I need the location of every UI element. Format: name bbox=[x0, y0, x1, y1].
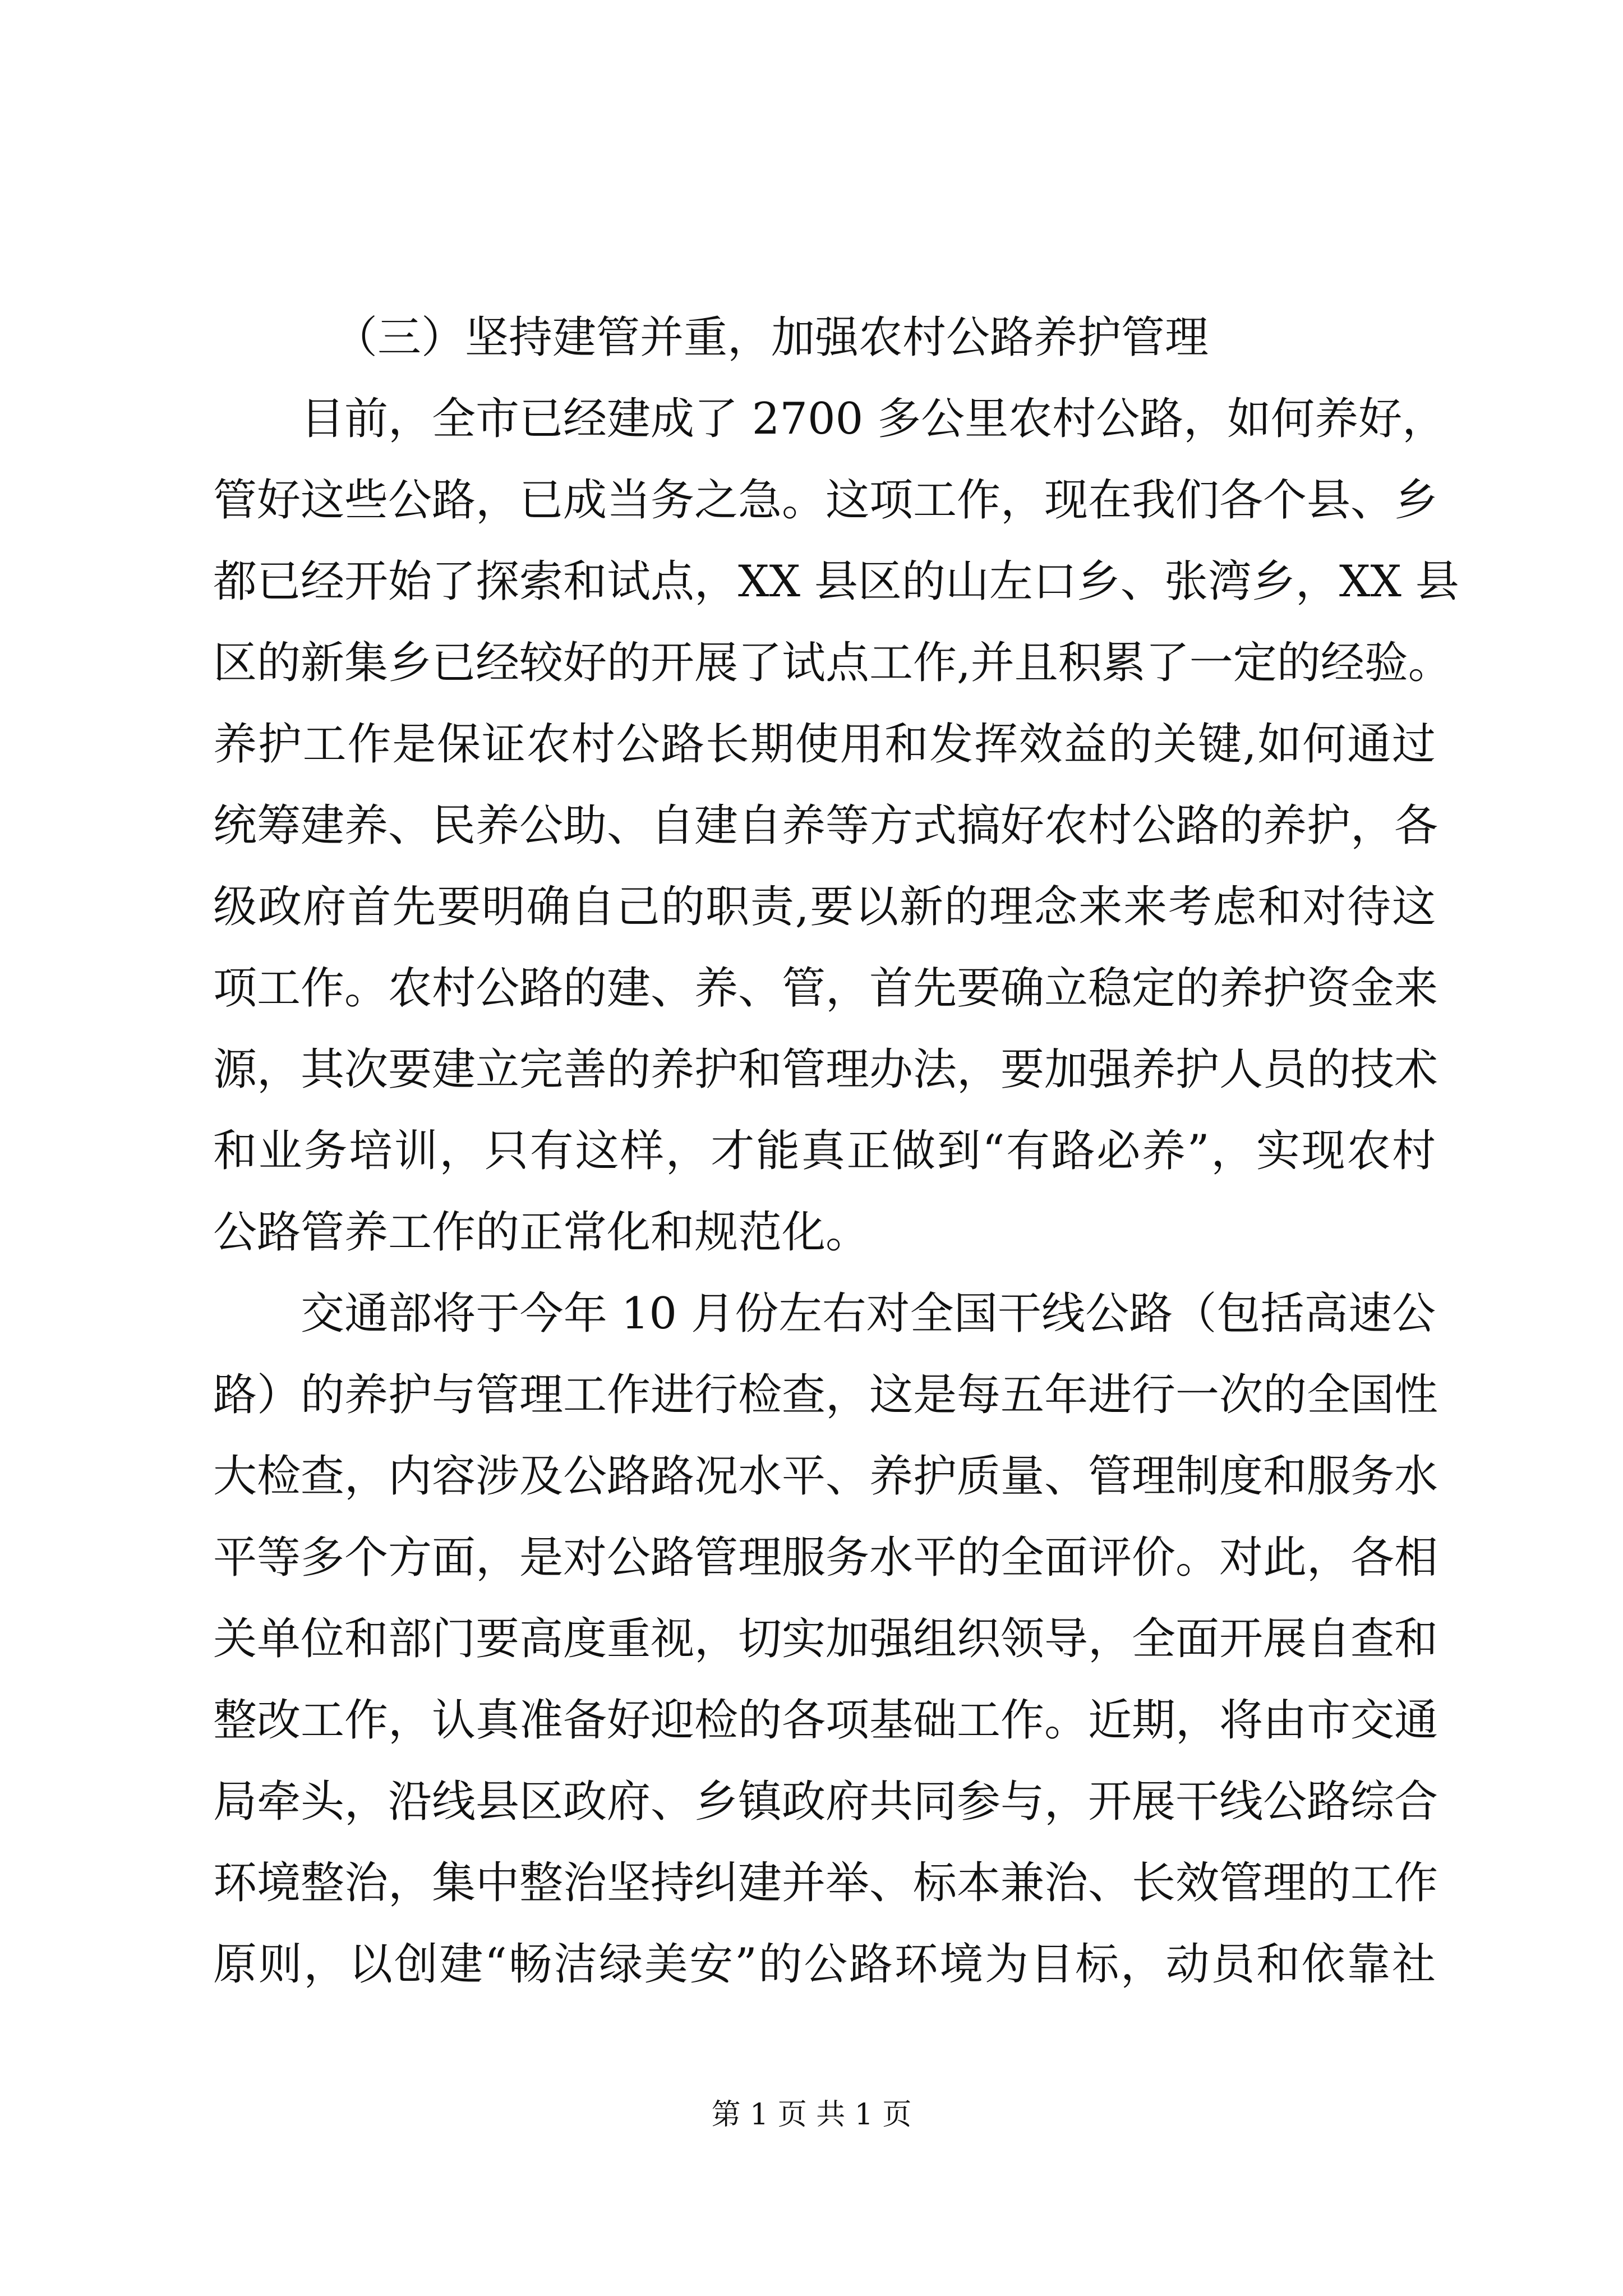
paragraph-line: 级政府首先要明确自己的职责,要以新的理念来来考虑和对待这 bbox=[213, 882, 1436, 932]
paragraph-line: 目前，全市已经建成了 2700 多公里农村公路，如何养好， bbox=[301, 394, 1446, 444]
paragraph-line: 养护工作是保证农村公路长期使用和发挥效益的关键,如何通过 bbox=[213, 719, 1436, 770]
page-number-label: 第 1 页 共 1 页 bbox=[711, 2098, 912, 2132]
paragraph-line: 大检查，内容涉及公路路况水平、养护质量、管理制度和服务水 bbox=[213, 1451, 1438, 1502]
paragraph-line: 交通部将于今年 10 月份左右对全国干线公路（包括高速公 bbox=[301, 1289, 1436, 1339]
paragraph-line: 局牵头，沿线县区政府、乡镇政府共同参与，开展干线公路综合 bbox=[213, 1777, 1438, 1827]
page-footer bbox=[0, 2095, 1623, 2134]
paragraph-line: 整改工作，认真准备好迎检的各项基础工作。近期，将由市交通 bbox=[213, 1695, 1438, 1746]
paragraph-line: 源，其次要建立完善的养护和管理办法，要加强养护人员的技术 bbox=[213, 1045, 1438, 1095]
section-heading: （三）坚持建管并重，加强农村公路养护管理 bbox=[334, 312, 1209, 363]
paragraph-line: 统筹建养、民养公助、自建自养等方式搞好农村公路的养护，各 bbox=[213, 800, 1438, 851]
document-body bbox=[213, 297, 1459, 2005]
paragraph-line: 平等多个方面，是对公路管理服务水平的全面评价。对此，各相 bbox=[213, 1533, 1438, 1583]
paragraph-line: 环境整治，集中整治坚持纠建并举、标本兼治、长效管理的工作 bbox=[213, 1858, 1438, 1908]
paragraph-line: 路）的养护与管理工作进行检查，这是每五年进行一次的全国性 bbox=[213, 1370, 1438, 1420]
paragraph-line: 管好这些公路，已成当务之急。这项工作，现在我们各个县、乡 bbox=[213, 475, 1438, 526]
paragraph-line: 和业务培训，只有这样，才能真正做到“有路必养”，实现农村 bbox=[213, 1126, 1436, 1176]
paragraph-line: 区的新集乡已经较好的开展了试点工作,并且积累了一定的经验。 bbox=[213, 638, 1452, 688]
paragraph-line: 项工作。农村公路的建、养、管，首先要确立稳定的养护资金来 bbox=[213, 963, 1438, 1014]
paragraph-line: 原则，以创建“畅洁绿美安”的公路环境为目标，动员和依靠社 bbox=[213, 1939, 1436, 1990]
paragraph-line: 关单位和部门要高度重视，切实加强组织领导，全面开展自查和 bbox=[213, 1614, 1438, 1664]
paragraph-line: 公路管养工作的正常化和规范化。 bbox=[213, 1207, 870, 1258]
paragraph-line: 都已经开始了探索和试点，XX 县区的山左口乡、张湾乡，XX 县 bbox=[213, 556, 1459, 607]
